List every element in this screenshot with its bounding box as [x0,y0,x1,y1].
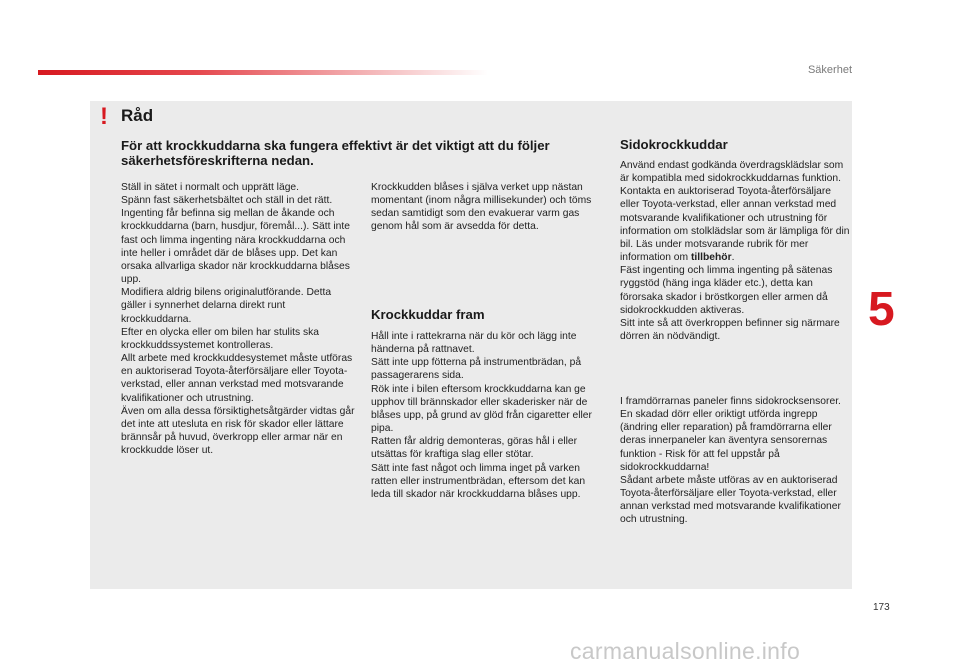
advice-column-1 [121,181,356,457]
side-airbags-section [620,159,852,343]
side-text-part-b: . Fäst ingenting och limma ingenting på sätenas ryggstöd (häng inga kläder etc.), detta kan förorsaka skador i bröstkorgen eller armen då sidokrockkudden aktiveras. Sitt inte så att överkroppen befinner sig närmare dörren än nödvändigt. [620,252,840,343]
front-airbags-section [371,330,603,501]
side-text-part-a: Använd endast godkända överdragsklädslar som är kompatibla med sidokrockkuddarnas funktion. Kontakta en auktoriserad Toyota-återförsäljare eller Toyota-verkstad, eller annan verkstad med motsvarande kvalifikationer och utrustning för information om stolklädslar som är lämpliga för din bil. Läs under motsvarande rubrik för mer information om [620,160,850,264]
side-sensors-section [620,395,852,527]
header-accent-bar [38,70,488,75]
column-1-text: Ställ in sätet i normalt och upprätt läge. Spänn fast säkerhetsbältet och ställ in det rätt. Ingenting får befinna sig mellan de åkande och krockkuddarna (barn, husdjur, föremål...). Sätt inte fast och limma ingenting nära krockkuddarna och inte heller i området där de blåses upp. Det kan orsaka allvarliga skador när krockkuddarna blåses upp. Modifiera aldrig bilens originalutförande. Detta gäller i synnerhet delarna direkt runt krockkuddarna. Efter en olycka eller om bilen har stulits ska krockkuddssystemet kontrolleras. Allt arbete med krockkuddesystemet måste utföras en auktoriserad Toyota-återförsäljare eller Toyota-verkstad, eller annan verkstad med motsvarande kvalifikationer och utrustning. Även om alla dessa försiktighetsåtgärder vidtas går det inte att utesluta en risk för skador eller lättare brännsår på huvud, överkropp eller armar när en krockkudde löser ut. [121,182,355,457]
exclamation-icon: ! [100,103,108,130]
side-airbags-text [620,159,852,343]
column-2-text: Krockkudden blåses i själva verket upp nästan momentant (inom några millisekunder) och töms sedan samtidigt som den evakuerar varm gas genom hål som är avsedda för detta. [371,182,592,233]
front-airbags-text: Håll inte i rattekrarna när du kör och lägg inte händerna på rattnavet. Sätt inte upp fötterna på instrumentbrädan, på passagerarens sida. Rök inte i bilen eftersom krockkuddarna kan ge upphov till brännskador eller skaderisker när de blåses upp, på grund av glöd från cigaretter eller pipa. Ratten får aldrig demonteras, göras hål i eller utsättas för kraftiga slag eller stötar. Sätt inte fast något och limma inget på varken ratten eller instrumentbrädan, eftersom det kan leda till skador när krockkuddarna blåses upp. [371,331,592,500]
advice-column-2 [371,181,603,234]
page-number: 173 [873,602,890,613]
advice-lead: För att krockkuddarna ska fungera effektivt är det viktigt att du följer säkerhetsföreskrifterna nedan. [121,138,550,168]
section-title: Säkerhet [807,64,852,76]
accessories-link-text: tillbehör [690,252,732,264]
side-sensors-text: I framdörrarnas paneler finns sidokrocksensorer. En skadad dörr eller oriktigt utförda ingrepp (ändring eller reparation) på framdörrarna eller deras innerpaneler kan äventyra sensorernas funktion - Risk för att fel uppstår på sidokrockkuddarna! Sådant arbete måste utföras av en auktoriserad Toyota-återförsäljare eller Toyota-verkstad, eller annan verkstad med motsvarande kvalifikationer och utrustning. [620,396,841,526]
advice-heading: Råd [121,106,154,125]
side-airbags-heading: Sidokrockkuddar [620,137,728,152]
front-airbags-heading: Krockkuddar fram [371,307,485,322]
watermark: carmanualsonline.info [570,638,801,664]
chapter-number: 5 [868,283,895,336]
